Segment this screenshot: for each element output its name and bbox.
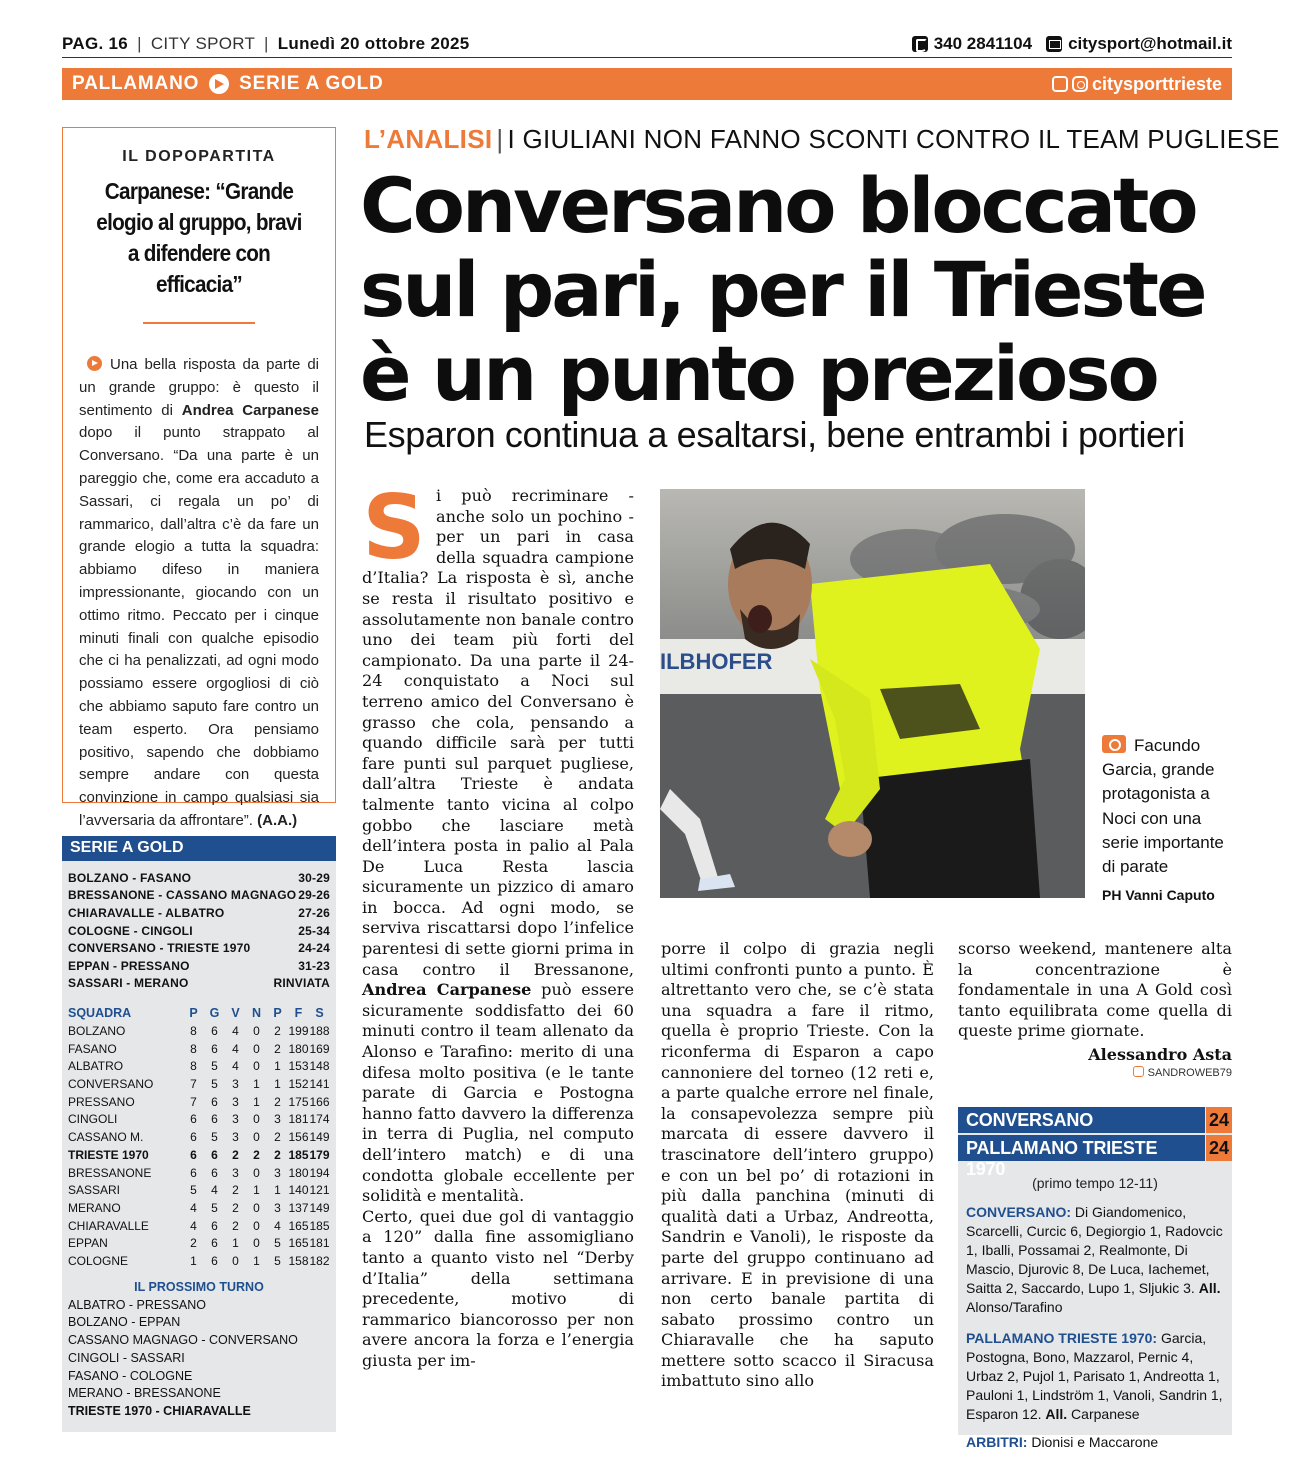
headline-line: sul pari, per il Trieste <box>360 245 1205 334</box>
standings-column-header: S <box>315 1006 324 1021</box>
standings-stat: 1 <box>232 1236 239 1251</box>
standings-stat: 2 <box>274 1130 281 1145</box>
standings-column-header: N <box>251 1006 262 1021</box>
standings-stat: 6 <box>211 1112 218 1127</box>
result-score: 31-23 <box>298 958 330 973</box>
standings-stat: 0 <box>253 1130 260 1145</box>
standings-stat: 3 <box>274 1165 281 1180</box>
standings-stat: 5 <box>211 1059 218 1074</box>
standings-stat: 8 <box>190 1059 197 1074</box>
standings-table <box>68 1004 330 1270</box>
half-time-score: (primo tempo 12-11) <box>1032 1175 1158 1191</box>
away-lineup-label: PALLAMANO TRIESTE 1970: <box>966 1330 1158 1346</box>
home-lineup <box>958 1203 1232 1317</box>
results-list <box>62 861 336 992</box>
standings-stat: 0 <box>253 1165 260 1180</box>
standings-row <box>68 1252 330 1270</box>
referees <box>958 1434 1232 1450</box>
standings-stat: 2 <box>274 1094 281 1109</box>
standings-stat: 165 <box>288 1236 309 1251</box>
standings-stat: 4 <box>190 1218 197 1233</box>
standings-stat: 149 <box>309 1130 330 1145</box>
standings-stat: 185 <box>309 1218 330 1233</box>
standings-stat: 3 <box>232 1094 239 1109</box>
standings-row <box>68 1093 330 1111</box>
header-separator: | <box>263 33 269 53</box>
author-handle[interactable] <box>958 1066 1232 1079</box>
standings-stat: 7 <box>190 1077 197 1092</box>
standings-stat: 8 <box>190 1041 197 1056</box>
standings-stat: 140 <box>288 1183 309 1198</box>
standings-column-header: G <box>209 1006 220 1021</box>
phone-number[interactable]: 340 2841104 <box>933 33 1033 53</box>
article-text: Certo, quei due gol di vantaggio a 120” dalla fine assomigliano tanto a quanto visto nel “Derby d’Italia” della settimana precedente, motivo di rammarico biancorosso per non avere ancora la forza e l’energia giusta per im- <box>362 1206 634 1370</box>
standings-team: EPPAN <box>68 1236 108 1251</box>
scorebox <box>958 1107 1232 1450</box>
section-banner <box>62 68 1232 100</box>
standings-stat: 6 <box>190 1112 197 1127</box>
standings-stat: 182 <box>309 1253 330 1268</box>
standings-stat: 1 <box>274 1077 281 1092</box>
standings-stat: 5 <box>190 1183 197 1198</box>
home-team-row <box>958 1107 1232 1133</box>
standings-stat: 188 <box>309 1024 330 1038</box>
away-team-name: PALLAMANO TRIESTE 1970 <box>958 1135 1205 1161</box>
standings-team: ALBATRO <box>68 1059 124 1074</box>
standings-stat: 2 <box>274 1147 281 1162</box>
home-coach-label: All. <box>1198 1280 1221 1296</box>
headline-line: Conversano bloccato <box>360 161 1196 250</box>
article-photo <box>660 489 1085 898</box>
standings-stat: 6 <box>211 1253 218 1268</box>
standings-column-header: F <box>294 1006 303 1021</box>
next-match: CASSANO MAGNAGO - CONVERSANO <box>68 1333 298 1348</box>
standings-team: CINGOLI <box>68 1112 118 1127</box>
dopopartita-author: (A.A.) <box>257 811 298 829</box>
standings-stat: 199 <box>288 1024 309 1038</box>
result-row <box>68 957 330 975</box>
away-lineup <box>958 1329 1232 1424</box>
standings-stat: 0 <box>253 1236 260 1251</box>
standings-team: TRIESTE 1970 <box>68 1147 149 1162</box>
drop-cap: S <box>362 476 426 579</box>
standings-stat: 185 <box>288 1147 309 1162</box>
dopopartita-title: Carpanese: “Grande elogio al gruppo, bravi a difendere con efficacia” <box>96 178 302 297</box>
next-round-list <box>62 1294 336 1422</box>
standings-stat: 152 <box>288 1077 309 1092</box>
standings-row <box>68 1181 330 1199</box>
standings-stat: 1 <box>253 1094 260 1109</box>
page-number: PAG. 16 <box>62 33 129 53</box>
standings-header-row <box>68 1004 330 1022</box>
instagram-icon <box>1133 1066 1144 1077</box>
standings-stat: 1 <box>253 1253 260 1268</box>
camera-icon <box>1102 735 1126 753</box>
breadcrumb <box>72 73 384 95</box>
result-match: EPPAN - PRESSANO <box>68 958 190 973</box>
page-header-left <box>62 34 469 54</box>
standings-stat: 3 <box>232 1112 239 1127</box>
standings-row <box>68 1040 330 1058</box>
standings-stat: 6 <box>211 1024 218 1038</box>
standings-stat: 181 <box>288 1112 309 1127</box>
header-separator: | <box>137 33 142 53</box>
dopopartita-name: Andrea Carpanese <box>181 401 319 419</box>
standings-team: MERANO <box>68 1200 121 1215</box>
kicker-text: I GIULIANI NON FANNO SCONTI CONTRO IL TEAM PUGLIESE <box>507 124 1280 154</box>
standings-stat: 2 <box>232 1218 239 1233</box>
article-column-3: scorso weekend, mantenere alta la concentrazione è fondamentale in una A Gold così tanto equilibrata come quella di queste prime giornate. <box>958 939 1232 1041</box>
next-match: ALBATRO - PRESSANO <box>68 1297 206 1312</box>
headline <box>360 161 1235 418</box>
standings-stat: 1 <box>253 1077 260 1092</box>
standings-stat: 1 <box>274 1059 281 1074</box>
author-signature: Alessandro Asta <box>1088 1045 1232 1064</box>
facebook-icon <box>1052 76 1068 92</box>
standings-stat: 6 <box>190 1130 197 1145</box>
standings-stat: 165 <box>288 1218 309 1233</box>
standings-team: CASSANO M. <box>68 1130 144 1145</box>
away-team-row <box>958 1135 1232 1179</box>
next-match: FASANO - COLOGNE <box>68 1368 193 1383</box>
caption-text: Facundo Garcia, grande protagonista a Noci con una serie importante di parate <box>1102 736 1224 877</box>
standings-stat: 4 <box>232 1024 239 1038</box>
standings-stat: 0 <box>253 1200 260 1215</box>
dopopartita-kicker: IL DOPOPARTITA <box>122 148 276 165</box>
standings-stat: 2 <box>232 1183 239 1198</box>
standings-stat: 0 <box>253 1112 260 1127</box>
standings-stat: 6 <box>211 1218 218 1233</box>
article-column-1 <box>362 476 635 1426</box>
referees-label: ARBITRI: <box>966 1434 1028 1450</box>
next-match: BOLZANO - EPPAN <box>68 1315 181 1330</box>
standings-stat: 149 <box>309 1200 330 1215</box>
issue-date: Lunedì 20 ottobre 2025 <box>277 33 470 53</box>
standings-stat: 1 <box>253 1183 260 1198</box>
standings-stat: 3 <box>232 1165 239 1180</box>
result-match: SASSARI - MERANO <box>68 976 189 991</box>
away-team-score: 24 <box>1206 1135 1232 1161</box>
standings-stat: 137 <box>288 1200 309 1215</box>
photo-caption <box>1102 734 1236 907</box>
standings-stat: 4 <box>274 1218 281 1233</box>
dopopartita-text-2: dopo il punto strappato al Conversano. “Da una parte è un pareggio che, come era accaduto a Sassari, ci regala un po’ di rammarico, dall’altra c’è da fare un grande elogio a tutta la squadra: abbiamo difeso in maniera impressionante, giocando con un ottimo ritmo. Peccato per i cinque minuti finali con qualche episodio che ci ha penalizzati, ad ogni modo possiamo essere orgogliosi di ciò che abbiamo saputo fare contro un team esperto. Ora pensiamo positivo, sapendo che dobbiamo sempre andare con questa convinzione in campo qualsiasi sia l’avversaria da affrontare”. <box>79 424 319 829</box>
standings-stat: 5 <box>211 1200 218 1215</box>
standings-stat: 2 <box>253 1147 260 1162</box>
result-row <box>68 869 330 887</box>
standings-row <box>68 1164 330 1182</box>
standings-stat: 148 <box>309 1059 330 1074</box>
result-match: BOLZANO - FASANO <box>68 870 192 885</box>
standings-row <box>68 1217 330 1235</box>
referees-names: Dionisi e Maccarone <box>1027 1434 1159 1450</box>
standings-stat: 2 <box>190 1236 197 1251</box>
standings-stat: 6 <box>190 1147 197 1162</box>
kicker-tag: L’ANALISI <box>364 124 493 154</box>
standings-stat: 2 <box>232 1147 239 1162</box>
standings-row <box>68 1111 330 1129</box>
standings-stat: 175 <box>288 1094 309 1109</box>
standings-stat: 2 <box>274 1024 281 1038</box>
article-text: i può recriminare - anche solo un pochino - per un pari in casa della squadra campione d’Italia? La risposta è sì, anche se resta il risultato positivo e assolutamente non banale contro uno dei team più forti del campionato. Da una parte il 24-24 conquistato a Noci sul terreno amico del Conversano è grasso che cola, pensando a quando difficile sarà per tutti fare punti sul parquet pugliese, dall’altra Trieste è andata talmente tanto vicina al colpo gobbo che lasciare metà dell’intera posta in palio al Pala De Luca Resta lascia sicuramente un pizzico di amaro in bocca. Ad ogni modo, se serviva riscattarsi dopo l’infelice parentesi di sette giorni prima in casa contro il Bressanone, <box>362 486 634 979</box>
standings-stat: 5 <box>211 1077 218 1092</box>
standings-stat: 141 <box>309 1077 330 1092</box>
page-header <box>62 30 1232 58</box>
standings-stat: 3 <box>232 1077 239 1092</box>
standings-panel <box>62 836 336 1432</box>
result-score: 30-29 <box>298 870 330 885</box>
standings-row <box>68 1075 330 1093</box>
home-lineup-text: Di Giandomenico, Scarcelli, Curcic 6, Degiorgio 1, Radovcic 1, Iballi, Possamai 2, Realmonte, Di Mascio, Djurovic 8, De Luca, Iachemet, Saitta 2, Saccardo, Lupo 1, Sljukic 3. <box>966 1204 1223 1296</box>
away-coach: Carpanese <box>1067 1406 1140 1422</box>
standings-stat: 6 <box>211 1041 218 1056</box>
play-bullet-icon <box>87 356 102 371</box>
result-row <box>68 887 330 905</box>
standings-team: BRESSANONE <box>68 1165 152 1180</box>
ad-board-text: ILBHOFER <box>660 649 773 674</box>
result-row <box>68 939 330 957</box>
standings-stat: 7 <box>190 1094 197 1109</box>
standings-stat: 5 <box>211 1130 218 1145</box>
standings-stat: 4 <box>211 1183 218 1198</box>
standings-row <box>68 1234 330 1252</box>
standings-stat: 3 <box>232 1130 239 1145</box>
standings-stat: 181 <box>309 1236 330 1251</box>
result-score: 24-24 <box>298 941 330 956</box>
kicker-separator: | <box>496 124 504 154</box>
standings-column-header: V <box>231 1006 240 1021</box>
home-team-score: 24 <box>1206 1107 1232 1133</box>
standings-stat: 1 <box>190 1253 197 1268</box>
next-match: CINGOLI - SASSARI <box>68 1350 185 1365</box>
social-handle[interactable] <box>1052 74 1222 95</box>
home-lineup-label: CONVERSANO: <box>966 1204 1072 1220</box>
standings-stat: 153 <box>288 1059 309 1074</box>
result-score: RINVIATA <box>273 976 330 991</box>
next-match: MERANO - BRESSANONE <box>68 1386 221 1401</box>
standings-title: SERIE A GOLD <box>62 836 336 861</box>
standings-stat: 4 <box>190 1200 197 1215</box>
standings-stat: 166 <box>309 1094 330 1109</box>
standings-stat: 169 <box>309 1041 330 1056</box>
standings-stat: 180 <box>288 1041 309 1056</box>
standings-stat: 3 <box>274 1200 281 1215</box>
photo-illustration <box>660 489 1085 898</box>
standings-stat: 0 <box>253 1218 260 1233</box>
away-coach-label: All. <box>1045 1406 1068 1422</box>
result-score: 27-26 <box>298 905 330 920</box>
home-team-name: CONVERSANO <box>958 1107 1205 1133</box>
mail-icon <box>1046 36 1062 52</box>
standings-stat: 6 <box>211 1094 218 1109</box>
standings-team: CONVERSANO <box>68 1077 154 1092</box>
result-match: COLOGNE - CINGOLI <box>68 923 193 938</box>
article-name: Andrea Carpanese <box>362 980 532 1000</box>
dopopartita-text-1: Una bella risposta da parte di un grande gruppo: è questo il sentimento di <box>79 356 319 419</box>
standings-stat: 8 <box>190 1024 197 1038</box>
result-row <box>68 922 330 940</box>
result-match: CHIARAVALLE - ALBATRO <box>68 905 225 920</box>
away-lineup-text: Garcia, Postogna, Bono, Mazzarol, Pernic 4, Urbaz 2, Pujol 1, Parisato 1, Andreotta 1, Pauloni 1, Lindström 1, Vanoli, Sandrin 1, Esparon 12. <box>966 1330 1223 1422</box>
standings-row <box>68 1058 330 1076</box>
standings-stat: 179 <box>309 1147 330 1162</box>
social-handle-text: citysporttrieste <box>1091 73 1222 94</box>
standings-column-header: P <box>189 1006 198 1021</box>
standings-stat: 1 <box>274 1183 281 1198</box>
standings-team: BOLZANO <box>68 1024 126 1038</box>
standings-stat: 0 <box>253 1024 260 1038</box>
newspaper-name: CITY SPORT <box>150 33 255 53</box>
standings-stat: 2 <box>232 1200 239 1215</box>
next-round-title: IL PROSSIMO TURNO <box>134 1279 264 1294</box>
standings-stat: 6 <box>211 1147 218 1162</box>
standings-row <box>68 1128 330 1146</box>
result-row <box>68 975 330 993</box>
contact-info <box>898 34 1232 54</box>
section-name: PALLAMANO <box>72 73 200 94</box>
standings-stat: 0 <box>253 1041 260 1056</box>
standings-row <box>68 1199 330 1217</box>
standings-stat: 5 <box>274 1236 281 1251</box>
standings-stat: 3 <box>274 1112 281 1127</box>
result-score: 29-26 <box>298 888 330 903</box>
standings-team: COLOGNE <box>68 1253 129 1268</box>
standings-stat: 6 <box>211 1236 218 1251</box>
standings-row <box>68 1146 330 1164</box>
standings-stat: 0 <box>253 1059 260 1074</box>
article-text: può essere sicuramente soddisfatto dei 60 minuti contro il team allenato da Alonso e Tarafino: merito di una difesa molto positiva (e le tante parate di Garcia e Postogna hanno fatto davvero la differenza in terra di Puglia, nel computo dell’intero match) e di una condotta globale eccellente per solidità e mentalità. <box>362 980 635 1206</box>
result-match: BRESSANONE - CASSANO MAGNAGO <box>68 888 297 903</box>
author-handle-text: SANDROWEB79 <box>1147 1067 1232 1079</box>
phone-icon <box>912 36 928 52</box>
standings-team: SASSARI <box>68 1183 121 1198</box>
dopopartita-box <box>62 127 336 829</box>
deck: Esparon continua a esaltarsi, bene entrambi i portieri <box>364 414 1185 455</box>
arrow-right-icon <box>209 74 229 94</box>
standings-stat: 2 <box>274 1041 281 1056</box>
kicker-line <box>364 124 1280 155</box>
photo-credit: PH Vanni Caputo <box>1102 887 1215 904</box>
standings-stat: 194 <box>309 1165 330 1180</box>
divider <box>143 322 255 324</box>
headline-line: è un punto prezioso <box>360 329 1157 418</box>
standings-stat: 4 <box>232 1059 239 1074</box>
standings-stat: 6 <box>211 1165 218 1180</box>
home-coach: Alonso/Tarafino <box>966 1299 1063 1315</box>
result-row <box>68 904 330 922</box>
standings-stat: 0 <box>232 1253 239 1268</box>
standings-stat: 174 <box>309 1112 330 1127</box>
standings-stat: 5 <box>274 1253 281 1268</box>
standings-team: FASANO <box>68 1041 117 1056</box>
next-match: TRIESTE 1970 - CHIARAVALLE <box>68 1403 251 1418</box>
standings-stat: 158 <box>288 1253 309 1268</box>
standings-stat: 4 <box>232 1041 239 1056</box>
result-score: 25-34 <box>298 923 330 938</box>
standings-team: CHIARAVALLE <box>68 1218 149 1233</box>
email-address[interactable]: citysport@hotmail.it <box>1068 33 1232 53</box>
dopopartita-body <box>79 354 319 833</box>
standings-team: PRESSANO <box>68 1094 135 1109</box>
subsection-name: SERIE A GOLD <box>239 73 384 94</box>
standings-stat: 156 <box>288 1130 309 1145</box>
standings-column-header: P <box>273 1006 282 1021</box>
standings-row <box>68 1022 330 1040</box>
standings-stat: 180 <box>288 1165 309 1180</box>
instagram-icon <box>1072 76 1088 92</box>
article-column-2: porre il colpo di grazia negli ultimi confronti punto a punto. È altrettanto vero che, se c’è stata una squadra a fare il ritmo, quella è proprio Trieste. Con la riconferma di Esparon a capo cannoniere del torneo (12 reti e, a parte qualche errore nel finale, la consapevolezza sempre più marcata di essere davvero il trascinatore dell’intero gruppo) e con un bel po’ di rotazioni in più dalla panchina (minuti di qualità dati a Urbaz, Andreotta, Sandrin e Vanoli), le risposte da parte del gruppo continuano ad arrivare. E in previsione di una non certo banale partita di sabato prossimo contro un Chiaravalle che ha saputo mettere sotto scacco il Siracusa imbattuto sino allo <box>661 939 934 1391</box>
result-match: CONVERSANO - TRIESTE 1970 <box>68 941 251 956</box>
standings-column-header: SQUADRA <box>68 1006 132 1021</box>
standings-stat: 121 <box>309 1183 330 1198</box>
standings-stat: 6 <box>190 1165 197 1180</box>
